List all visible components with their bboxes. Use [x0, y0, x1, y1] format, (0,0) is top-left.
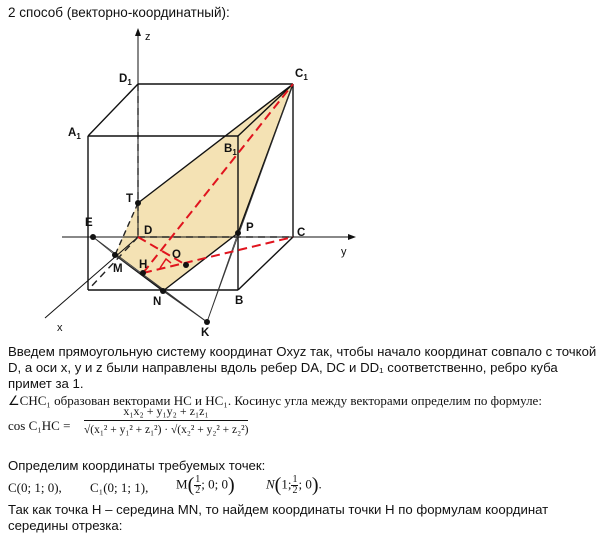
point-k — [204, 319, 210, 325]
angle-statement: ∠CHC₁ образован векторами HC и HC₁. Косинус угла между векторами определим по формуле: — [8, 393, 542, 408]
x-axis-label: x — [57, 322, 63, 334]
cosine-denominator: √(x₁² + y₁² + z₁²) · √(x₂² + y₂² + z₂²) — [84, 424, 249, 436]
method-heading: 2 способ (векторно-координатный): — [8, 5, 230, 20]
x-axis — [45, 237, 138, 318]
label-e: E — [85, 217, 93, 229]
label-d: D — [144, 225, 153, 237]
coord-m-name: M — [176, 476, 188, 492]
point-m — [112, 252, 118, 258]
midpoint-line-1: Так как точка H – середина MN, то найдем координаты точки H по формулам координат — [8, 502, 549, 517]
y-axis-label: y — [341, 246, 347, 258]
label-p: P — [246, 222, 254, 234]
point-e — [90, 234, 96, 240]
coord-m: M( $\frac{1}{2}$ ; 0; 0) — [176, 474, 235, 496]
label-c1: $C_1$ — [295, 68, 308, 82]
cosine-lhs: cos C₁HC = — [8, 418, 71, 433]
label-k: K — [201, 327, 210, 339]
label-m: M — [113, 263, 123, 275]
coord-n: N(1; $\frac{1}{2}$ ; 0). — [266, 474, 322, 496]
coord-m-fraction: $\frac{1}{2}$ — [195, 474, 201, 496]
point-p — [235, 230, 241, 236]
point-n — [160, 288, 166, 294]
cosine-numerator: x₁x₂ + y₁y₂ + z₁z₁ — [84, 404, 248, 421]
label-n: N — [153, 296, 162, 308]
z-axis-label: z — [145, 31, 151, 43]
z-axis-arrow — [135, 28, 141, 36]
point-o — [183, 262, 189, 268]
label-h: H — [139, 259, 148, 271]
edge-d1a1 — [88, 84, 138, 136]
intro-line-1: Введем прямоугольную систему координат Oxyz так, чтобы начало координат совпало с точкой — [8, 344, 597, 359]
label-b: B — [235, 295, 244, 307]
label-b1: $B_1$ — [224, 143, 237, 157]
label-t: T — [126, 193, 134, 205]
label-o: O — [172, 249, 181, 261]
intro-line-3: примет за 1. — [8, 376, 84, 391]
coord-n-fraction: $\frac{1}{2}$ — [292, 474, 298, 496]
label-a1: $A_1$ — [68, 127, 81, 141]
label-d1: $D_1$ — [119, 73, 132, 87]
y-axis-arrow — [348, 234, 356, 240]
coord-c1: C₁(0; 1; 1), — [90, 480, 149, 495]
label-c: C — [297, 227, 306, 239]
midpoint-line-2: середины отрезка: — [8, 518, 123, 533]
edge-bc — [238, 237, 293, 290]
aux-nk — [163, 291, 207, 322]
intro-line-2: D, а оси x, y и z были направлены вдоль ребер DA, DC и DD₁ соответственно, ребро куба — [8, 360, 558, 375]
points-intro: Определим координаты требуемых точек: — [8, 458, 266, 473]
point-t — [135, 200, 141, 206]
coord-n-name: N — [266, 476, 275, 492]
coord-c: C(0; 1; 0), — [8, 480, 62, 495]
